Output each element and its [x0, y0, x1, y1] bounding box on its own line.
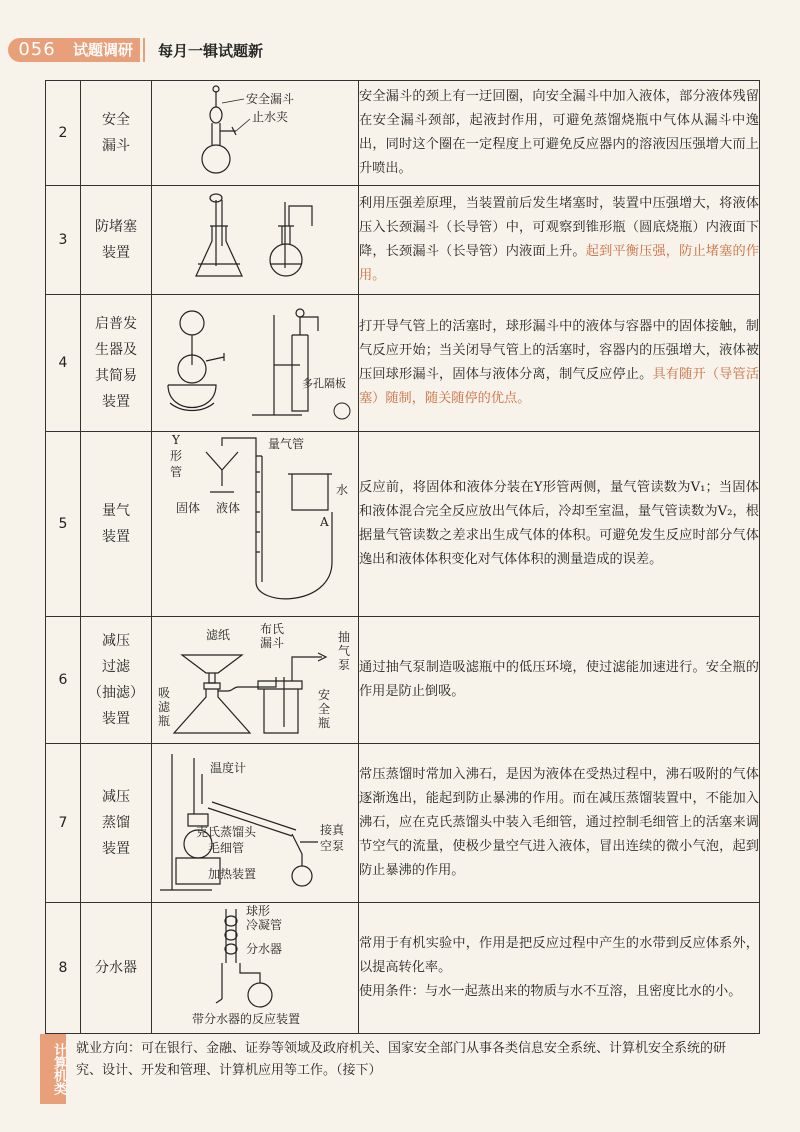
row-number: 8	[46, 903, 81, 1034]
gas-measuring-diagram	[152, 432, 358, 612]
table-row	[46, 295, 760, 432]
table-row	[46, 432, 760, 617]
description-text: 使用条件：与水一起蒸出来的物质与水不互溶，且密度比水的小。	[359, 984, 742, 999]
series-subtitle: 每月一辑试题新	[158, 42, 264, 60]
apparatus-figure	[152, 432, 359, 617]
fig-label: 温度计	[210, 761, 247, 775]
table-row	[46, 617, 760, 744]
water-separator-diagram	[152, 903, 358, 1029]
apparatus-description	[359, 186, 760, 295]
highlighted-text: 起到平衡压强，防止堵塞的作用。	[359, 244, 760, 283]
apparatus-name-text: 减压 过滤 （抽滤） 装置	[88, 633, 144, 727]
fig-label: 多孔隔板	[302, 377, 346, 390]
apparatus-name-text: 量气 装置	[102, 503, 130, 545]
row-number: 2	[46, 81, 81, 186]
apparatus-name	[81, 81, 152, 186]
fig-label: 气	[338, 644, 351, 658]
description-text: 常用于有机实验中，作用是把反应过程中产生的水带到反应体系外，以提高转化率。	[359, 936, 759, 975]
vacuum-distillation-diagram	[152, 744, 358, 898]
fig-label: 瓶	[158, 714, 171, 728]
fig-label: 球形	[246, 904, 271, 918]
fig-label: 克氏蒸馏头	[196, 825, 257, 839]
apparatus-description	[359, 744, 760, 903]
fig-label: 水	[336, 483, 349, 497]
fig-label: 毛细管	[208, 841, 245, 855]
apparatus-name-text: 安全 漏斗	[102, 112, 130, 154]
fig-label: 抽	[338, 630, 351, 644]
apparatus-figure	[152, 744, 359, 903]
apparatus-description	[359, 81, 760, 186]
row-number: 4	[46, 295, 81, 432]
apparatus-description	[359, 432, 760, 617]
fig-label: 瓶	[318, 716, 331, 730]
fig-label: 加热装置	[208, 867, 257, 881]
fig-label: 漏斗	[260, 636, 285, 650]
fig-label: 布氏	[260, 622, 285, 636]
section-title: 试题调研	[66, 38, 140, 62]
apparatus-name-text: 分水器	[95, 960, 137, 976]
header-divider	[143, 38, 145, 62]
fig-label: 泵	[338, 658, 351, 672]
apparatus-name-text: 减压 蒸馏 装置	[102, 789, 130, 857]
fig-label: 滤	[158, 700, 171, 714]
fig-label: A	[320, 515, 329, 529]
fig-label: 滤纸	[206, 628, 231, 642]
highlighted-text: 具有随开（导管活塞）随制，随关随停的优点。	[359, 367, 760, 406]
fig-label: 形	[170, 449, 183, 463]
apparatus-figure	[152, 617, 359, 744]
apparatus-name	[81, 617, 152, 744]
row-number: 5	[46, 432, 81, 617]
apparatus-description	[359, 295, 760, 432]
fig-label: Y	[172, 433, 180, 447]
vacuum-filtration-diagram	[152, 617, 358, 739]
page-number: 056	[8, 38, 66, 62]
apparatus-name	[81, 744, 152, 903]
career-direction-note: 就业方向：可在银行、金融、证券等领域及政府机关、国家安全部门从事各类信息安全系统、计算机安全系统的研究、设计、开发和管理、计算机应用等工作。（接下）	[76, 1041, 727, 1078]
apparatus-figure	[152, 903, 359, 1034]
table-row	[46, 81, 760, 186]
apparatus-figure	[152, 186, 359, 295]
fig-label: 量气管	[268, 437, 305, 451]
description-text: 利用压强差原理，当装置前后发生堵塞时，装置中压强增大，将液体压入长颈漏斗（长导管）中，可观察到锥形瓶（圆底烧瓶）内液面下降，长颈漏斗（长导管）内液面上升。	[359, 196, 759, 259]
table-row	[46, 744, 760, 903]
kipp-generator-diagram	[152, 295, 358, 427]
description-text: 反应前，将固体和液体分装在Y形管两侧，量气管读数为V₁；当固体和液体混合完全反应放出气体后，冷却至室温，量气管读数为V₂，根据量气管读数之差求出生成气体的体积。可避免发生反应时部分气体逸出和液体体积变化对气体体积的测量造成的误差。	[359, 480, 759, 567]
apparatus-name	[81, 295, 152, 432]
description-text: 通过抽气泵制造吸滤瓶中的低压环境，使过滤能加速进行。安全瓶的作用是防止倒吸。	[359, 660, 759, 699]
row-number: 7	[46, 744, 81, 903]
description-text: 常压蒸馏时常加入沸石，是因为液体在受热过程中，沸石吸附的气体逐渐逸出，能起到防止暴沸的作用。而在减压蒸馏装置中，不能加入沸石，应在克氏蒸馏头中装入毛细管，通过控制毛细管上的活塞来调节空气的流量，使极少量空气进入液体，冒出连续的微小气泡，起到防止暴沸的作用。	[359, 767, 759, 878]
apparatus-name	[81, 903, 152, 1034]
page-header	[0, 0, 800, 80]
fig-label: 止水夹	[252, 110, 289, 124]
anti-clog-diagram	[152, 186, 358, 290]
apparatus-name-text: 启普发 生器及 其简易 装置	[95, 316, 137, 410]
fig-label: 管	[170, 465, 183, 479]
fig-label: 全	[318, 702, 331, 716]
safety-funnel-diagram	[152, 81, 358, 181]
description-text: 打开导气管上的活塞时，球形漏斗中的液体与容器中的固体接触，制气反应开始；当关闭导气管上的活塞时，容器内的压强增大，液体被压回球形漏斗，固体与液体分离，制气反应停止。	[359, 319, 759, 382]
apparatus-name-text: 防堵塞 装置	[95, 219, 137, 261]
apparatus-description	[359, 617, 760, 744]
fig-label: 分水器	[246, 942, 283, 956]
fig-label: 吸	[158, 686, 171, 700]
fig-label: 空泵	[320, 839, 345, 853]
table-row	[46, 903, 760, 1034]
description-text: 安全漏斗的颈上有一迂回圈，向安全漏斗中加入液体，部分液体残留在安全漏斗颈部，起液封作用，可避免蒸馏烧瓶中气体从漏斗中逸出，同时这个圈在一定程度上可避免反应器内的溶液因压强增大而上升喷出。	[359, 89, 759, 176]
fig-label: 冷凝管	[246, 918, 283, 932]
apparatus-figure	[152, 81, 359, 186]
fig-label: 液体	[216, 501, 241, 515]
apparatus-figure	[152, 295, 359, 432]
fig-label: 固体	[176, 501, 201, 515]
fig-label: 带分水器的反应装置	[192, 1012, 301, 1026]
row-number: 3	[46, 186, 81, 295]
fig-label: 安	[318, 688, 331, 702]
fig-label: 安全漏斗	[246, 92, 295, 106]
table-row	[46, 186, 760, 295]
apparatus-name	[81, 432, 152, 617]
apparatus-name	[81, 186, 152, 295]
apparatus-table	[45, 80, 760, 1034]
row-number: 6	[46, 617, 81, 744]
fig-label: 接真	[320, 823, 345, 837]
apparatus-description	[359, 903, 760, 1034]
category-side-tab: 计算机类	[40, 1034, 66, 1104]
